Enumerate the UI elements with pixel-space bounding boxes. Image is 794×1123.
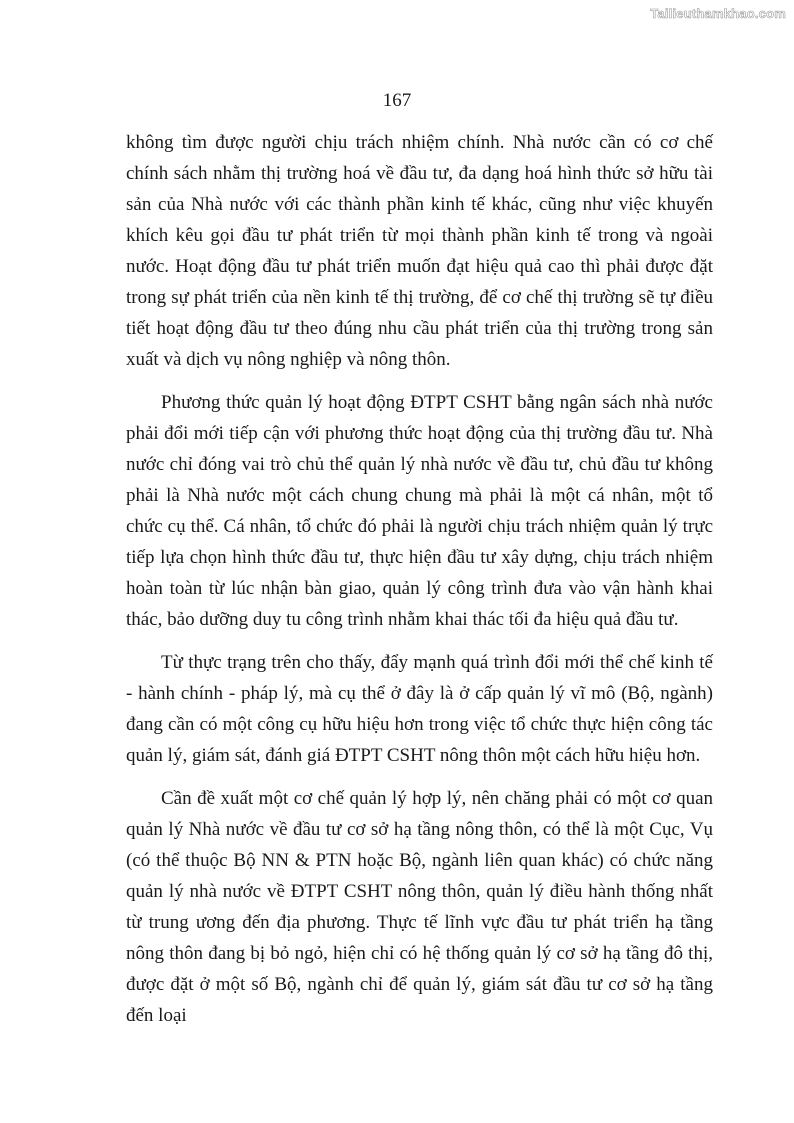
- paragraph-continuation: không tìm được người chịu trách nhiệm chính. Nhà nước cần có cơ chế chính sách nhằm thị trường hoá về đầu tư, đa dạng hoá hình thức sở hữu tài sản của Nhà nước với các thành phần kinh tế khác, cũng như việc khuyến khích kêu gọi đầu tư phát triển từ mọi thành phần kinh tế trong và ngoài nước. Hoạt động đầu tư phát triển muốn đạt hiệu quả cao thì phải được đặt trong sự phát triển của nền kinh tế thị trường, để cơ chế thị trường sẽ tự điều tiết hoạt động đầu tư theo đúng nhu cầu phát triển của thị trường trong sản xuất và dịch vụ nông nghiệp và nông thôn.: [126, 132, 713, 370]
- watermark-text: Tailieuthamkhao.com: [650, 6, 786, 21]
- page-number: 167: [382, 90, 412, 111]
- paragraph-proposal: Cần đề xuất một cơ chế quản lý hợp lý, nên chăng phải có một cơ quan quản lý Nhà nước về đầu tư cơ sở hạ tầng nông thôn, có thể là một Cục, Vụ (có thể thuộc Bộ NN & PTN hoặc Bộ, ngành liên quan khác) có chức năng quản lý nhà nước về ĐTPT CSHT nông thôn, quản lý điều hành thống nhất từ trung ương đến địa phương. Thực tế lĩnh vực đầu tư phát triển hạ tầng nông thôn đang bị bỏ ngỏ, hiện chỉ có hệ thống quản lý cơ sở hạ tầng đô thị, được đặt ở một số Bộ, ngành chỉ để quản lý, giám sát đầu tư cơ sở hạ tầng đến loại: [126, 788, 713, 1026]
- paragraph-management-method: Phương thức quản lý hoạt động ĐTPT CSHT bằng ngân sách nhà nước phải đổi mới tiếp cận với phương thức hoạt động của thị trường đầu tư. Nhà nước chỉ đóng vai trò chủ thể quản lý nhà nước về đầu tư, chủ đầu tư không phải là Nhà nước một cách chung chung mà phải là một cá nhân, một tổ chức cụ thể. Cá nhân, tổ chức đó phải là người chịu trách nhiệm quản lý trực tiếp lựa chọn hình thức đầu tư, thực hiện đầu tư xây dựng, chịu trách nhiệm hoàn toàn từ lúc nhận bàn giao, quản lý công trình đưa vào vận hành khai thác, bảo dưỡng duy tu công trình nhằm khai thác tối đa hiệu quả đầu tư.: [126, 392, 713, 630]
- paragraph-institutional-reform: Từ thực trạng trên cho thấy, đẩy mạnh quá trình đổi mới thể chế kinh tế - hành chính - pháp lý, mà cụ thể ở đây là ở cấp quản lý vĩ mô (Bộ, ngành) đang cần có một công cụ hữu hiệu hơn trong việc tổ chức thực hiện công tác quản lý, giám sát, đánh giá ĐTPT CSHT nông thôn một cách hữu hiệu hơn.: [126, 652, 713, 766]
- document-body: [126, 127, 713, 1043]
